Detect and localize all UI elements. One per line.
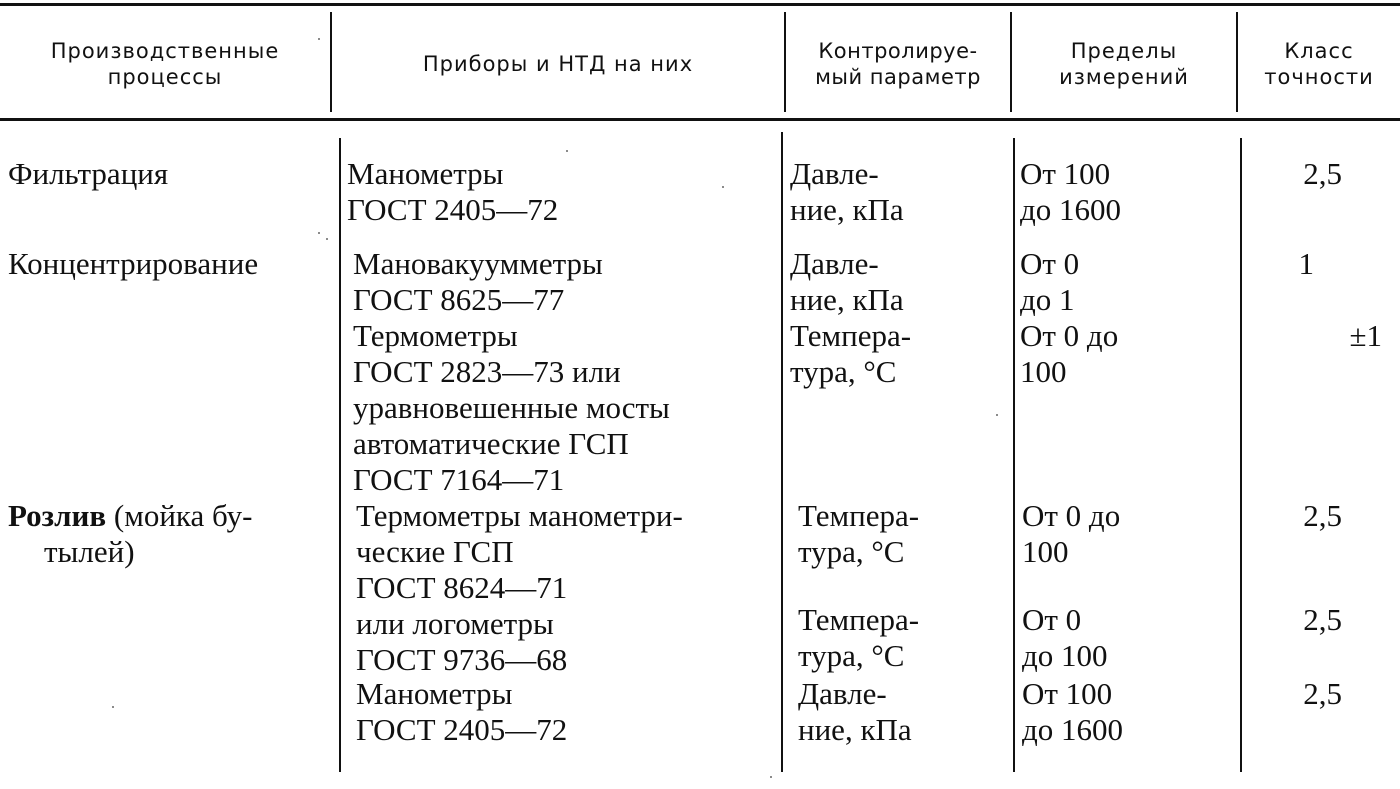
- row-4-process: [8, 498, 252, 534]
- scan-speck: [722, 186, 724, 188]
- row-3-devices: Термометры ГОСТ 2823—73 или уравновешенные мосты автоматические ГСП ГОСТ 7164—71: [353, 318, 670, 497]
- row-6-parameter: Давле- ние, кПа: [798, 676, 912, 747]
- row-1-process: Фильтрация: [8, 156, 169, 191]
- row-4-devices: Термометры манометри- ческие ГСП ГОСТ 8624—71: [356, 498, 683, 605]
- row-3-accuracy: ±1: [1349, 318, 1382, 353]
- row-1-devices: Манометры ГОСТ 2405—72: [347, 156, 559, 227]
- body-divider-4: [1240, 138, 1242, 772]
- row-3-limits: От 0 до 100: [1020, 318, 1119, 389]
- scan-speck: [112, 706, 114, 708]
- row-4-limits: От 0 до 100: [1022, 498, 1121, 569]
- row-4-accuracy: 2,5: [1303, 498, 1342, 533]
- row-5-accuracy: 2,5: [1303, 602, 1342, 637]
- header-bottom-rule: [0, 118, 1400, 121]
- header-process: Производственные процессы: [50, 39, 280, 89]
- row-2-devices: Мановакуумметры ГОСТ 8625—77: [353, 246, 603, 317]
- table-top-rule: [0, 3, 1400, 6]
- header-limits: Пределы измерений: [1059, 39, 1189, 89]
- row-2-parameter: Давле- ние, кПа: [790, 246, 904, 317]
- row-1-accuracy: 2,5: [1303, 156, 1342, 191]
- row-5-limits: От 0 до 100: [1022, 602, 1108, 673]
- scan-speck: [566, 150, 568, 152]
- body-divider-3: [1013, 138, 1015, 772]
- row-6-accuracy: 2,5: [1303, 676, 1342, 711]
- header-parameter: Контролируе- мый параметр: [815, 39, 981, 89]
- row-4-process-cont: тылей): [44, 534, 135, 569]
- scan-speck: [996, 414, 998, 416]
- row-4-process-lead: Розлив: [8, 498, 107, 533]
- row-2-process: Концентрирование: [8, 246, 259, 281]
- row-1-limits: От 100 до 1600: [1020, 156, 1122, 227]
- row-5-parameter: Темпера- тура, °С: [798, 602, 920, 673]
- scan-speck: [318, 38, 320, 40]
- scan-speck: [318, 232, 320, 234]
- row-2-accuracy: 1: [1298, 246, 1314, 281]
- scan-speck: [326, 238, 328, 240]
- scan-speck: [770, 776, 772, 778]
- body-divider-1: [339, 138, 341, 772]
- row-6-limits: От 100 до 1600: [1022, 676, 1124, 747]
- row-1-parameter: Давле- ние, кПа: [790, 156, 904, 227]
- row-5-devices: или логометры ГОСТ 9736—68: [356, 606, 568, 677]
- row-6-devices: Манометры ГОСТ 2405—72: [356, 676, 568, 747]
- body-divider-2: [781, 132, 783, 772]
- row-4-process-rest: (мойка бу-: [106, 498, 253, 533]
- row-2-limits: От 0 до 1: [1020, 246, 1080, 317]
- header-accuracy: Класс точности: [1264, 39, 1374, 89]
- row-3-parameter: Темпера- тура, °С: [790, 318, 912, 389]
- header-devices: Приборы и НТД на них: [422, 52, 694, 76]
- row-4-parameter: Темпера- тура, °С: [798, 498, 920, 569]
